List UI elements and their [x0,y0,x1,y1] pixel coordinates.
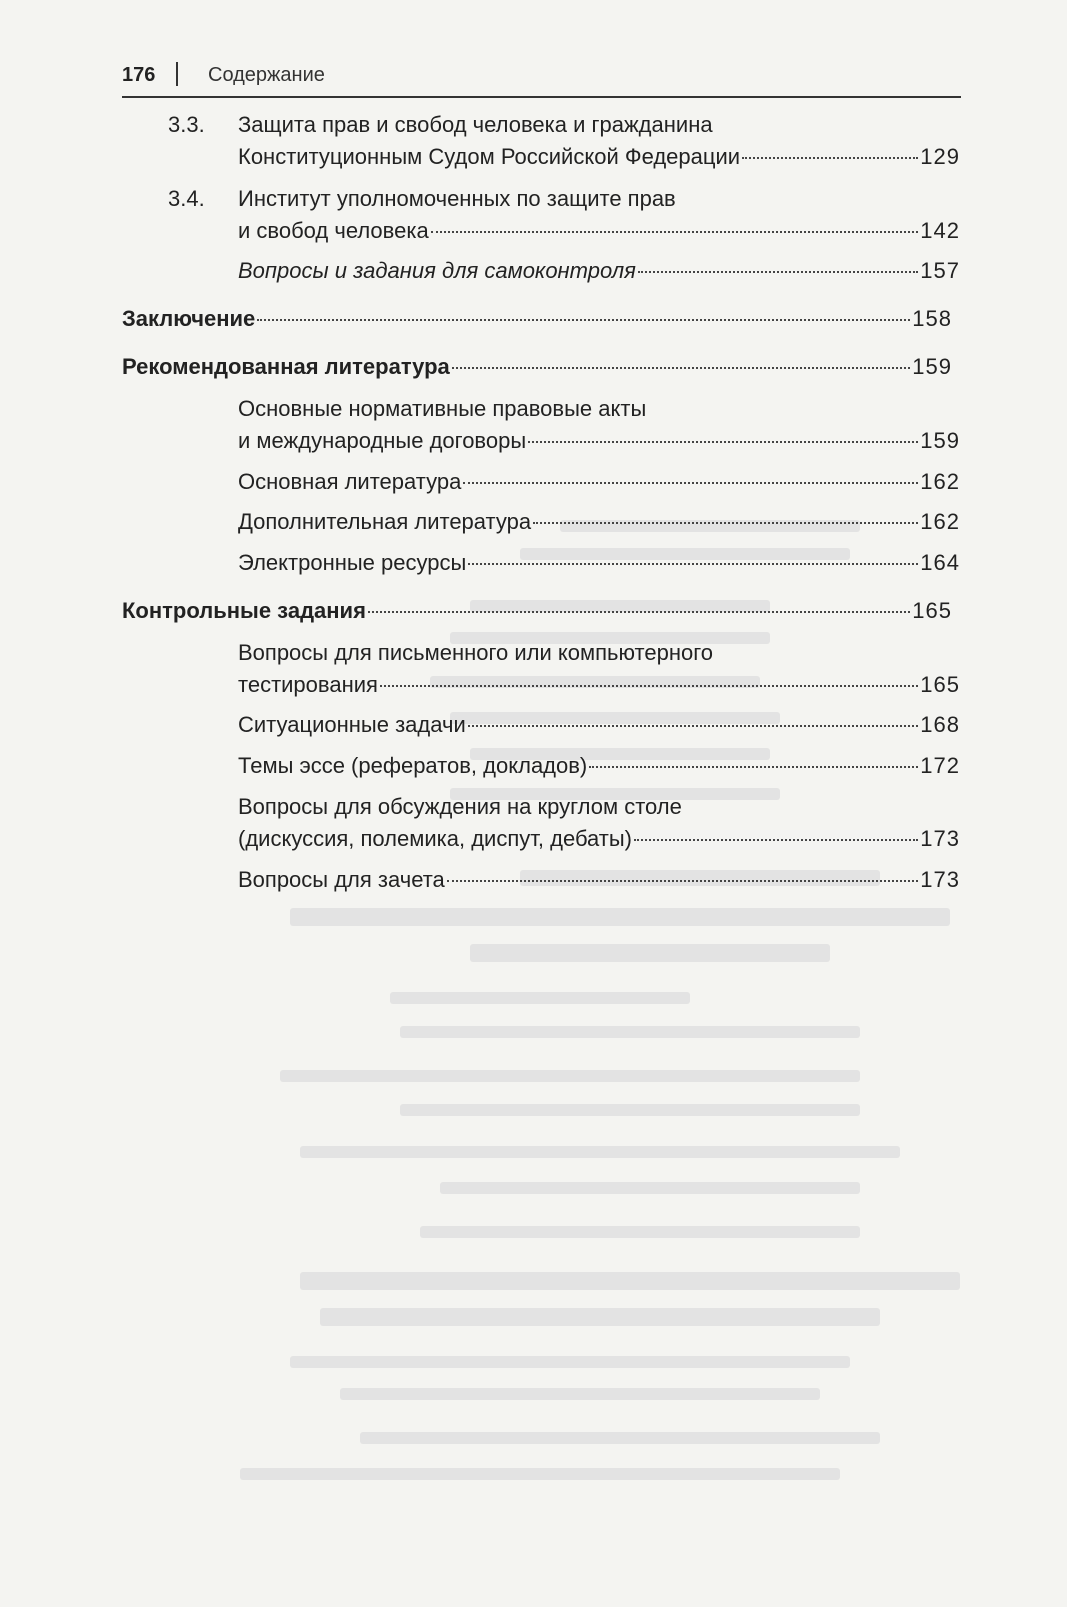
toc-entry-normative-line1: Основные нормативные правовые акты [238,396,647,421]
toc-entry-title: и международные договоры [238,428,527,453]
dot-leader [589,766,918,768]
toc-entry-control-tasks[interactable] [122,596,952,626]
toc-entry-title: Вопросы и задания для самоконтроля [238,258,636,283]
toc-page-number: 129 [920,144,960,169]
toc-entry-3-4-line1: Институт уполномоченных по защите прав [238,186,676,211]
toc-page-number: 159 [912,354,952,379]
header-section-title: Содержание [208,64,325,86]
toc-page-number: 172 [920,753,960,778]
dot-leader [380,685,918,687]
dot-leader [468,563,918,565]
toc-page-number: 164 [920,550,960,575]
toc-entry-normative-acts[interactable] [238,426,960,456]
toc-number-3-3: 3.3. [168,112,205,137]
toc-entry-main-literature[interactable] [238,467,960,497]
dot-leader [452,367,910,369]
toc-entry-recommended-literature[interactable] [122,352,952,382]
toc-page-number: 158 [912,306,952,331]
dot-leader [463,482,918,484]
toc-entry-testing[interactable] [238,670,960,700]
dot-leader [533,522,918,524]
page-number: 176 [122,64,156,86]
toc-page-number: 157 [920,258,960,283]
toc-entry-testing-line1: Вопросы для письменного или компьютерного [238,640,713,665]
dot-leader [431,231,919,233]
toc-entry-round-table[interactable] [238,824,960,854]
toc-entry-title: Ситуационные задачи [238,712,466,737]
toc-entry-essay-topics[interactable] [238,751,960,781]
toc-entry-additional-literature[interactable] [238,507,960,537]
toc-entry-title: Контрольные задания [122,598,366,623]
dot-leader [368,611,910,613]
toc-entry-title: Заключение [122,306,256,331]
toc-page-number: 165 [912,598,952,623]
dot-leader [468,725,919,727]
toc-entry-3-3-line1: Защита прав и свобод человека и гражданина [238,112,713,137]
toc-page-number: 165 [920,672,960,697]
toc-entry-title: Рекомендованная литература [122,354,450,379]
toc-number-3-4: 3.4. [168,186,205,211]
toc-entry-conclusion[interactable] [122,304,952,334]
dot-leader [447,880,918,882]
toc-entry-title: Дополнительная литература [238,509,532,534]
toc-page-number: 159 [920,428,960,453]
toc-entry-electronic-resources[interactable] [238,548,960,578]
toc-page-number: 168 [920,712,960,737]
toc-entry-self-control[interactable] [238,256,960,286]
header-separator [176,62,178,86]
dot-leader [634,839,918,841]
toc-entry-title: Вопросы для зачета [238,867,445,892]
toc-entry-title: (дискуссия, полемика, диспут, дебаты) [238,826,633,851]
toc-entry-round-table-line1: Вопросы для обсуждения на круглом столе [238,794,682,819]
toc-entry-title: Темы эссе (рефератов, докладов) [238,753,588,778]
dot-leader [742,157,918,159]
toc-page-number: 162 [920,469,960,494]
toc-page-number: 162 [920,509,960,534]
dot-leader [528,441,918,443]
toc-entry-credit-questions[interactable] [238,865,960,895]
dot-leader [638,271,918,273]
toc-page-number: 142 [920,218,960,243]
toc-entry-3-3[interactable] [238,142,960,172]
toc-entry-situational-tasks[interactable] [238,710,960,740]
toc-page-number: 173 [920,826,960,851]
toc-entry-title: Электронные ресурсы [238,550,467,575]
toc-page-number: 173 [920,867,960,892]
toc-entry-3-4[interactable] [238,216,960,246]
toc-entry-title: Основная литература [238,469,462,494]
toc-entry-title: и свобод человека [238,218,429,243]
toc-entry-title: тестирования [238,672,378,697]
running-header [122,60,961,98]
toc-entry-title: Конституционным Судом Российской Федерации [238,144,741,169]
dot-leader [257,319,910,321]
